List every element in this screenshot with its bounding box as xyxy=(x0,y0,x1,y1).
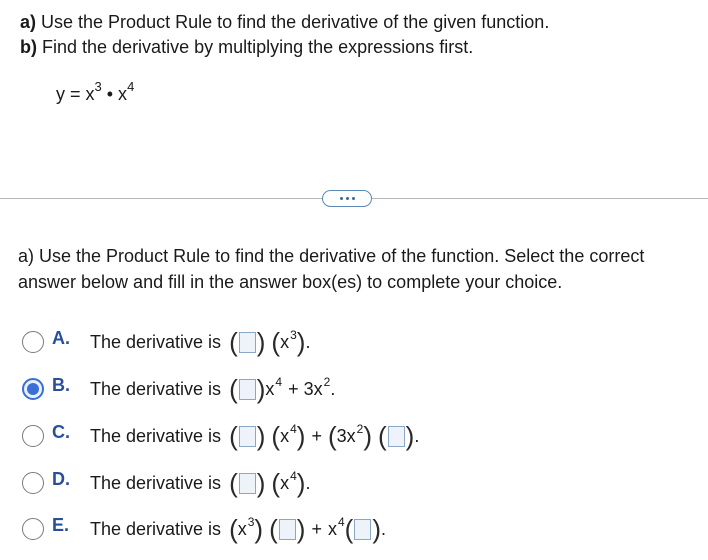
ellipsis-dot xyxy=(346,197,349,200)
plus-3x: + 3x xyxy=(288,378,323,399)
paren: ( xyxy=(229,374,238,404)
exponent: 3 xyxy=(290,328,297,342)
paren: ) xyxy=(296,514,306,544)
option-c-radio[interactable] xyxy=(22,425,44,447)
paren: ( xyxy=(271,421,281,451)
option-e-text: The derivative is xyxy=(90,518,222,539)
var-x: x xyxy=(237,518,247,539)
var-x: x xyxy=(280,331,290,352)
part-b-label: b) xyxy=(20,37,37,57)
exponent: 2 xyxy=(323,375,331,389)
paren: ) xyxy=(405,421,415,451)
option-c-letter: C. xyxy=(52,421,70,442)
option-b-expression xyxy=(229,376,335,402)
period: . xyxy=(414,425,420,446)
paren: ( xyxy=(229,327,238,357)
instruction-part-a xyxy=(20,10,549,35)
answer-box[interactable] xyxy=(239,426,256,447)
option-b[interactable] xyxy=(22,374,335,404)
paren: ( xyxy=(344,514,354,544)
period: . xyxy=(305,472,311,493)
part-a-label: a) xyxy=(20,12,37,32)
paren: ) xyxy=(254,514,264,544)
paren: ) xyxy=(256,374,266,404)
answer-box[interactable] xyxy=(239,473,256,494)
exponent: 4 xyxy=(290,469,297,483)
ellipsis-icon xyxy=(340,197,343,200)
ellipsis-dot xyxy=(352,197,355,200)
period: . xyxy=(330,378,336,399)
var-x: x xyxy=(280,472,290,493)
period: . xyxy=(380,518,386,539)
option-e-expression xyxy=(229,516,386,542)
option-a-radio[interactable] xyxy=(22,331,44,353)
option-e-radio[interactable] xyxy=(22,518,44,540)
plus-sign: + xyxy=(311,425,322,446)
part-b-text: Find the derivative by multiplying the expressions first. xyxy=(37,37,474,57)
paren: ) xyxy=(256,327,266,357)
exponent: 4 xyxy=(337,515,345,529)
paren: ( xyxy=(269,514,278,544)
term-3x: 3x xyxy=(336,425,356,446)
paren: ( xyxy=(327,421,337,451)
option-d-expression xyxy=(229,470,310,496)
option-d-text: The derivative is xyxy=(90,472,222,493)
exponent: 2 xyxy=(356,422,364,436)
paren: ( xyxy=(229,421,238,451)
option-e[interactable] xyxy=(22,514,386,544)
option-a[interactable] xyxy=(22,327,310,357)
exponent: 3 xyxy=(247,515,255,529)
option-d-radio[interactable] xyxy=(22,472,44,494)
function-lhs: y = x xyxy=(56,84,95,104)
given-function xyxy=(56,79,135,105)
exponent: 4 xyxy=(275,375,283,389)
option-c-text: The derivative is xyxy=(90,425,222,446)
paren: ) xyxy=(256,468,266,498)
instructions xyxy=(20,10,549,60)
function-exponent-1: 3 xyxy=(94,79,102,94)
option-e-letter: E. xyxy=(52,514,70,535)
answer-box[interactable] xyxy=(354,519,371,540)
option-b-radio[interactable] xyxy=(22,378,44,400)
option-c[interactable] xyxy=(22,421,419,451)
answer-box[interactable] xyxy=(388,426,405,447)
var-x: x xyxy=(265,378,275,399)
option-d[interactable] xyxy=(22,468,310,498)
var-x: x xyxy=(280,425,290,446)
option-a-expression xyxy=(229,329,310,355)
part-a-text: Use the Product Rule to find the derivative of the given function. xyxy=(36,12,550,32)
period: . xyxy=(305,331,311,352)
paren: ( xyxy=(271,327,281,357)
var-x: x xyxy=(327,518,337,539)
paren: ) xyxy=(372,514,381,544)
paren: ) xyxy=(363,421,372,451)
option-b-letter: B. xyxy=(52,374,70,395)
function-exponent-2: 4 xyxy=(127,79,135,94)
option-a-letter: A. xyxy=(52,327,70,348)
paren: ( xyxy=(378,421,387,451)
option-d-letter: D. xyxy=(52,468,70,489)
paren: ) xyxy=(256,421,266,451)
answer-box[interactable] xyxy=(239,332,256,353)
instruction-part-b xyxy=(20,35,549,60)
paren: ) xyxy=(296,468,306,498)
paren: ( xyxy=(229,514,238,544)
paren: ) xyxy=(296,421,306,451)
paren: ) xyxy=(296,327,306,357)
option-b-text: The derivative is xyxy=(90,378,222,399)
paren: ( xyxy=(271,468,281,498)
expand-more-button[interactable] xyxy=(322,190,372,207)
option-a-text: The derivative is xyxy=(90,331,222,352)
answer-box[interactable] xyxy=(239,379,256,400)
exponent: 4 xyxy=(290,422,297,436)
question-text: a) Use the Product Rule to find the derivative of the function. Select the correct answer below and fill in the answer box(es) to complete your choice. xyxy=(18,246,645,292)
paren: ( xyxy=(229,468,238,498)
option-c-expression xyxy=(229,423,419,449)
plus-sign: + xyxy=(311,518,322,539)
function-dot-x: • x xyxy=(101,84,128,104)
answer-box[interactable] xyxy=(279,519,296,540)
